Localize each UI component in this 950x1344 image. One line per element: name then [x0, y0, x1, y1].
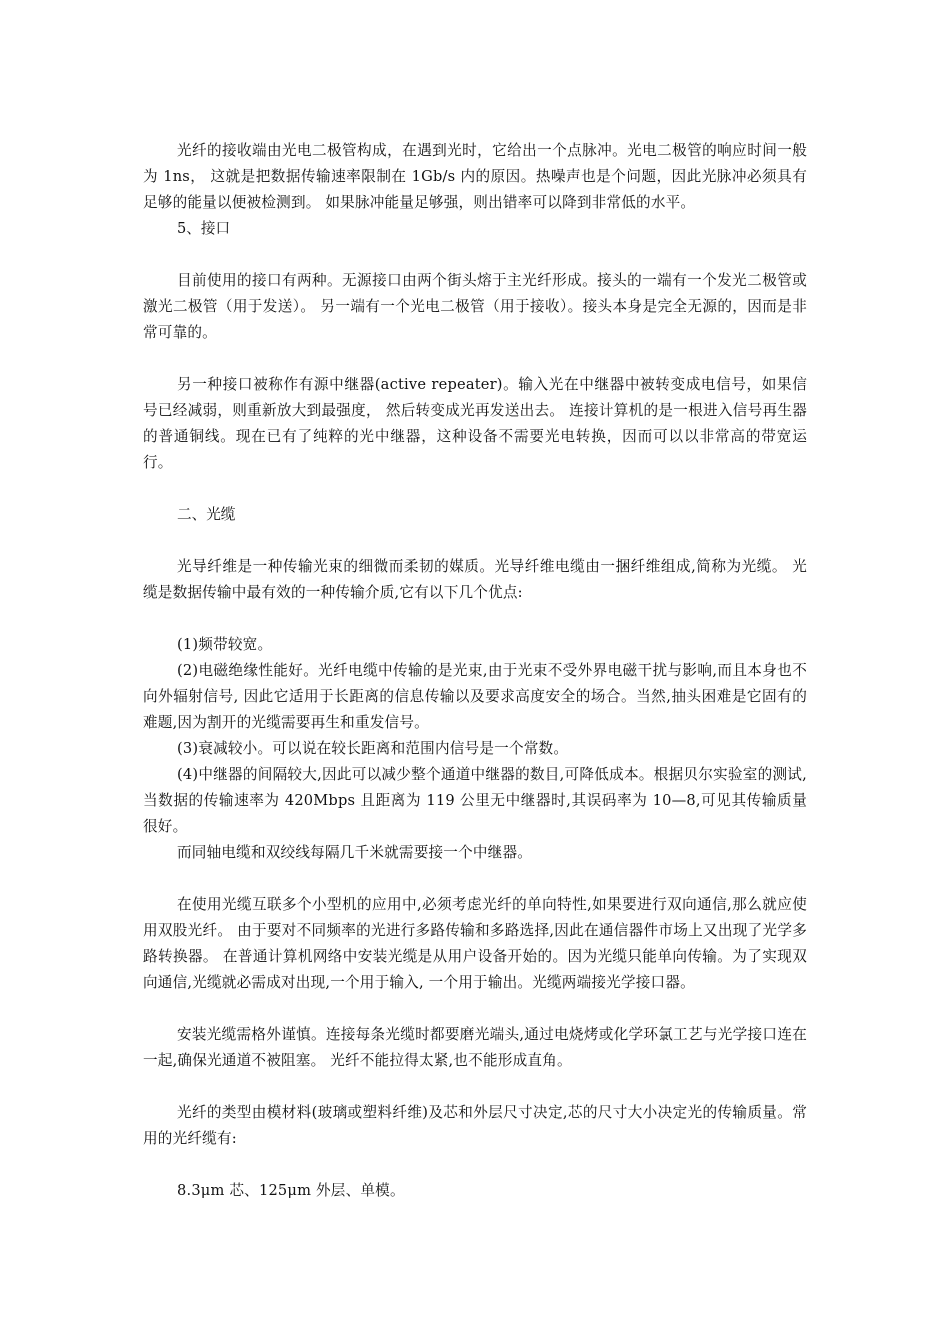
spacer	[143, 242, 807, 268]
list-item-em-insulation: (2)电磁绝缘性能好。光纤电缆中传输的是光束,由于光束不受外界电磁干扰与影响,而且本身也不向外辐射信号, 因此它适用于长距离的信息传输以及要求高度安全的场合。当然,抽头困难是它固有的难题,因为割开的光缆需要再生和重发信号。	[143, 662, 807, 731]
paragraph-fiber-definition: 光导纤维是一种传输光束的细微而柔韧的媒质。光导纤维电缆由一捆纤维组成,简称为光缆。 光缆是数据传输中最有效的一种传输介质,它有以下几个优点:	[143, 558, 807, 601]
paragraph-passive-interface: 目前使用的接口有两种。无源接口由两个街头熔于主光纤形成。接头的一端有一个发光二极管或激光二极管（用于发送）。 另一端有一个光电二极管（用于接收）。接头本身是完全无源的，因而是非常可靠的。	[143, 272, 807, 341]
paragraph-installation: 安装光缆需格外谨慎。连接每条光缆时都要磨光端头,通过电烧烤或化学环氯工艺与光学接口连在一起,确保光通道不被阻塞。 光纤不能拉得太紧,也不能形成直角。	[143, 1026, 807, 1069]
paragraph-active-repeater: 另一种接口被称作有源中继器(active repeater)。输入光在中继器中被转变成电信号，如果信号已经减弱，则重新放大到最强度， 然后转变成光再发送出去。 连接计算机的是一根进入信号再生器的普通铜线。现在已有了纯粹的光中继器，这种设备不需要光电转换，因而可以以非常高的带宽运行。	[143, 376, 807, 471]
section-heading-interface: 5、接口	[177, 220, 231, 237]
spacer	[143, 606, 807, 632]
paragraph-fiber-types: 光纤的类型由模材料(玻璃或塑料纤维)及芯和外层尺寸决定,芯的尺寸大小决定光的传输质量。常用的光纤缆有:	[143, 1104, 807, 1147]
paragraph-single-mode-spec: 8.3μm 芯、125μm 外层、单模。	[177, 1182, 405, 1199]
list-item-repeater-spacing: (4)中继器的间隔较大,因此可以减少整个通道中继器的数目,可降低成本。根据贝尔实验室的测试, 当数据的传输速率为 420Mbps 且距离为 119 公里无中继器时,其误码率为 10—8,可见其传输质量很好。	[143, 766, 807, 835]
list-item-bandwidth: (1)频带较宽。	[177, 636, 273, 653]
paragraph-coax-comparison: 而同轴电缆和双绞线每隔几千米就需要接一个中继器。	[177, 844, 533, 861]
section-heading-optical-cable: 二、光缆	[177, 506, 236, 523]
paragraph-photodiode-receiver: 光纤的接收端由光电二极管构成，在遇到光时，它给出一个点脉冲。光电二极管的响应时间一般为 1ns， 这就是把数据传输速率限制在 1Gb/s 内的原因。热噪声也是个问题，因此光脉冲必须具有足够的能量以便被检测到。 如果脉冲能量足够强，则出错率可以降到非常低的水平。	[143, 142, 807, 211]
spacer	[143, 1152, 807, 1178]
paragraph-duplex-fiber: 在使用光缆互联多个小型机的应用中,必须考虑光纤的单向特性,如果要进行双向通信,那么就应使用双股光纤。 由于要对不同频率的光进行多路传输和多路选择,因此在通信器件市场上又出现了光学多路转换器。 在普通计算机网络中安装光缆是从用户设备开始的。因为光缆只能单向传输。为了实现双向通信,光缆就必需成对出现,一个用于输入, 一个用于输出。光缆两端接光学接口器。	[143, 896, 807, 991]
spacer	[143, 866, 807, 892]
spacer	[143, 996, 807, 1022]
spacer	[143, 476, 807, 502]
spacer	[143, 528, 807, 554]
spacer	[143, 346, 807, 372]
document-body	[143, 138, 807, 1204]
spacer	[143, 1074, 807, 1100]
list-item-attenuation: (3)衰减较小。可以说在较长距离和范围内信号是一个常数。	[177, 740, 569, 757]
